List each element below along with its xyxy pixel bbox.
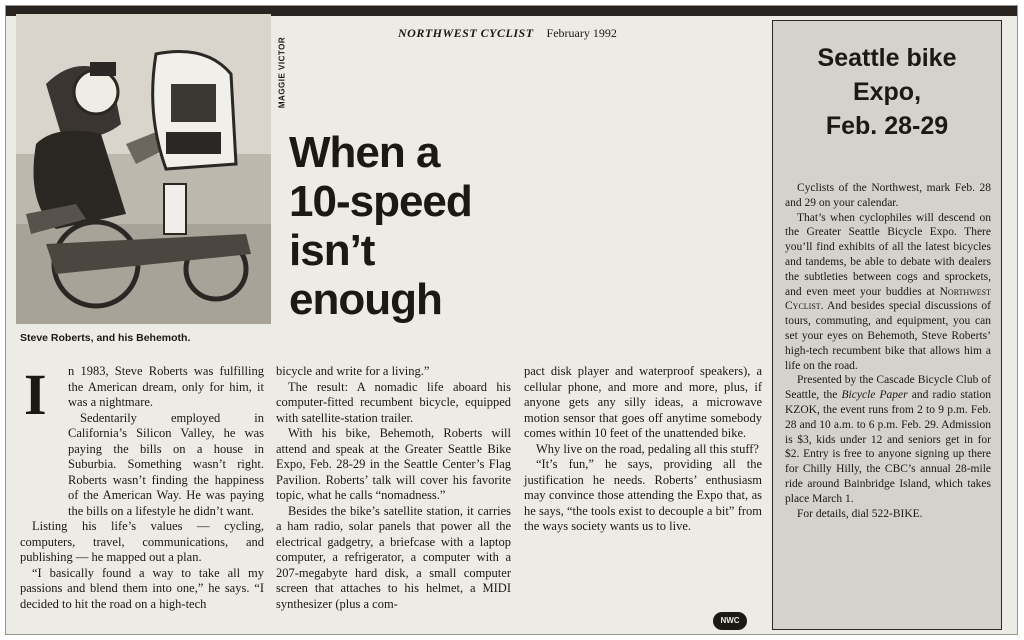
paragraph: The result: A nomadic life aboard his computer-fitted recumbent bicycle, equipped with satellite-station trailer. xyxy=(276,379,511,425)
sidebar-paragraph: For details, dial 522-BIKE. xyxy=(797,507,923,520)
headline-line: isn’t xyxy=(289,226,375,275)
article-headline xyxy=(289,128,569,324)
photo-credit: MAGGIE VICTOR xyxy=(277,36,287,109)
publication-mention: Northwest Cyclist xyxy=(785,285,991,313)
paragraph: Besides the bike’s satellite station, it carries a ham radio, solar panels that power all the electrical gadgetry, a briefcase with a laptop computer, a refrigerator, a computer with a 207-megabyte hard disk, a small computer screen that attaches to his helmet, a MIDI synthesizer (plus a com- xyxy=(276,503,511,611)
photo-caption: Steve Roberts, and his Behemoth. xyxy=(20,332,191,344)
publication-name: NORTHWEST CYCLIST xyxy=(398,26,534,40)
paragraph: bicycle and write for a living.” xyxy=(276,364,430,378)
headline-line: 10-speed xyxy=(289,177,472,226)
masthead xyxy=(398,26,617,41)
paragraph: n 1983, Steve Roberts was fulfilling the American dream, only for him, it was a nightmare. xyxy=(68,364,264,409)
nwc-logo: NWC xyxy=(713,612,747,630)
newspaper-clipping xyxy=(5,5,1018,635)
publication-mention: Bicycle Paper xyxy=(841,389,908,402)
paragraph: Why live on the road, pedaling all this stuff? xyxy=(536,441,759,456)
paragraph: pact disk player and waterproof speakers), a cellular phone, and more and more, plus, if anyone gets any silly ideas, a microwave motion sensor that goes off anytime somebody comes within 10 feet of the unattended bike. xyxy=(524,364,762,440)
sidebar-title-line: Seattle bike xyxy=(817,44,957,72)
paragraph: “I basically found a way to take all my passions and blend them into one,” he says. “I decided to hit the road on a high-tech xyxy=(20,565,264,611)
paragraph: “It’s fun,” he says, providing all the justification he needs. Roberts’ enthusiasm may convince those attending the Expo that, as he says, “the tools exist to decouple a bit” from the ways society wants us to live. xyxy=(524,457,762,533)
sidebar-title xyxy=(773,41,1001,143)
sidebar-title-line: Expo, xyxy=(852,78,922,106)
sidebar-paragraph: Cyclists of the Northwest, mark Feb. 28 and 29 on your calendar. xyxy=(785,182,991,209)
article-column-3 xyxy=(524,364,762,535)
expo-sidebar-box xyxy=(772,20,1002,630)
paragraph: Sedentarily employed in California’s Silicon Valley, he was paying the bills on a house in Suburbia. Something wasn’t right. Roberts wasn’t finding the happiness of the American Way. He was paying the bills on a lifestyle he didn’t want. xyxy=(68,410,264,518)
drop-cap: I xyxy=(24,362,47,427)
headline-line: enough xyxy=(289,275,442,324)
article-column-2 xyxy=(276,364,511,612)
sidebar-paragraph: That’s when cyclophiles will descend on the Greater Seattle Bicycle Expo. There you’ll find exhibits of all the latest bicycles and tandems, be able to debate with dealers the subtleties between cogs and sprockets, and even meet your buddies at Northwest Cyclist. And besides special discussions of tours, commuting, and equipment, you can set your eyes on Behemoth, Steve Roberts’ high-tech recumbent bike that allows him a life on the road. xyxy=(785,211,991,372)
sidebar-paragraph: Presented by the Cascade Bicycle Club of Seattle, the Bicycle Paper and radio station KZOK, the event runs from 2 to 9 p.m. Feb. 28 and 10 a.m. to 6 p.m. Feb. 29. Admission is $3, kids under 12 and seniors get in for $2. Entry is free to anyone signing up there for Chilly Hilly, the CBC’s annual 28-mile ride around Bainbridge Island, which takes place March 1. xyxy=(785,374,991,505)
issue-date: February 1992 xyxy=(546,26,617,40)
photo-illustration xyxy=(16,14,271,324)
headline-line: When a xyxy=(289,128,440,177)
paragraph: Listing his life’s values — cycling, computers, travel, communications, and publishing — he mapped out a plan. xyxy=(20,519,264,564)
photo-steve-roberts xyxy=(16,14,271,324)
article-column-1 xyxy=(20,364,264,612)
sidebar-body xyxy=(785,181,991,521)
sidebar-title-line: Feb. 28-29 xyxy=(825,112,949,140)
paragraph: With his bike, Behemoth, Roberts will attend and speak at the Greater Seattle Bike Expo, Feb. 28-29 in the Seattle Center’s Flag Pavilion. Roberts’ talk will cover his favorite topic, what he calls “nomadness.” xyxy=(276,426,511,502)
